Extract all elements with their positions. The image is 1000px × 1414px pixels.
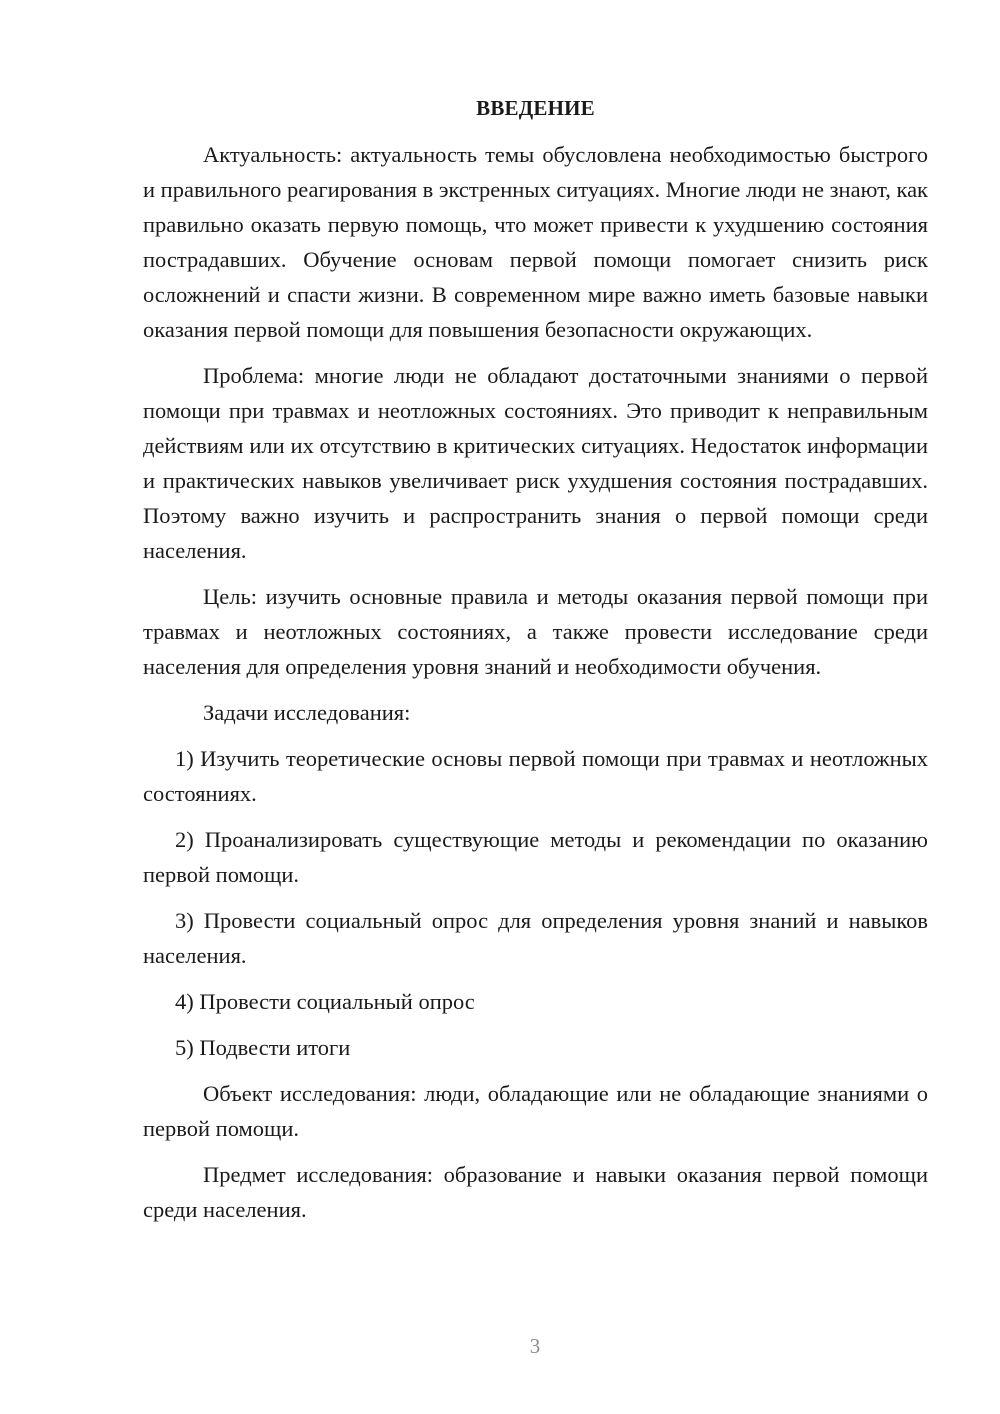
- page-number: 3: [529, 1334, 541, 1358]
- problem-paragraph: Проблема: многие люди не обладают достаточными знаниями о первой помощи при травмах и неотложных состояниях. Это приводит к неправильным действиям или их отсутствию в критических ситуациях. Недостаток информации и практических навыков увеличивает риск ухудшения состояния пострадавших. Поэтому важно изучить и распространить знания о первой помощи среди населения.: [143, 363, 928, 563]
- task-item: 2) Проанализировать существующие методы и рекомендации по оказанию первой помощи.: [143, 827, 928, 887]
- relevance-paragraph: Актуальность: актуальность темы обусловлена необходимостью быстрого и правильного реагирования в экстренных ситуациях. Многие люди не знают, как правильно оказать первую помощь, что может привести к ухудшению состояния пострадавших. Обучение основам первой помощи помогает снизить риск осложнений и спасти жизни. В современном мире важно иметь базовые навыки оказания первой помощи для повышения безопасности окружающих.: [143, 142, 928, 342]
- subject-paragraph: Предмет исследования: образование и навыки оказания первой помощи среди населения.: [143, 1162, 928, 1222]
- tasks-list: [143, 741, 928, 1065]
- task-item: 5) Подвести итоги: [175, 1035, 351, 1060]
- tasks-heading: Задачи исследования:: [203, 700, 411, 725]
- task-item: 1) Изучить теоретические основы первой помощи при травмах и неотложных состояниях.: [143, 746, 928, 806]
- document-page: [143, 92, 928, 1238]
- object-paragraph: Объект исследования: люди, обладающие или не обладающие знаниями о первой помощи.: [143, 1081, 928, 1141]
- task-item: 3) Провести социальный опрос для определения уровня знаний и навыков населения.: [143, 908, 928, 968]
- goal-paragraph: Цель: изучить основные правила и методы оказания первой помощи при травмах и неотложных состояниях, а также провести исследование среди населения для определения уровня знаний и необходимости обучения.: [143, 584, 928, 679]
- section-title: ВВЕДЕНИЕ: [476, 96, 595, 120]
- task-item: 4) Провести социальный опрос: [175, 989, 475, 1014]
